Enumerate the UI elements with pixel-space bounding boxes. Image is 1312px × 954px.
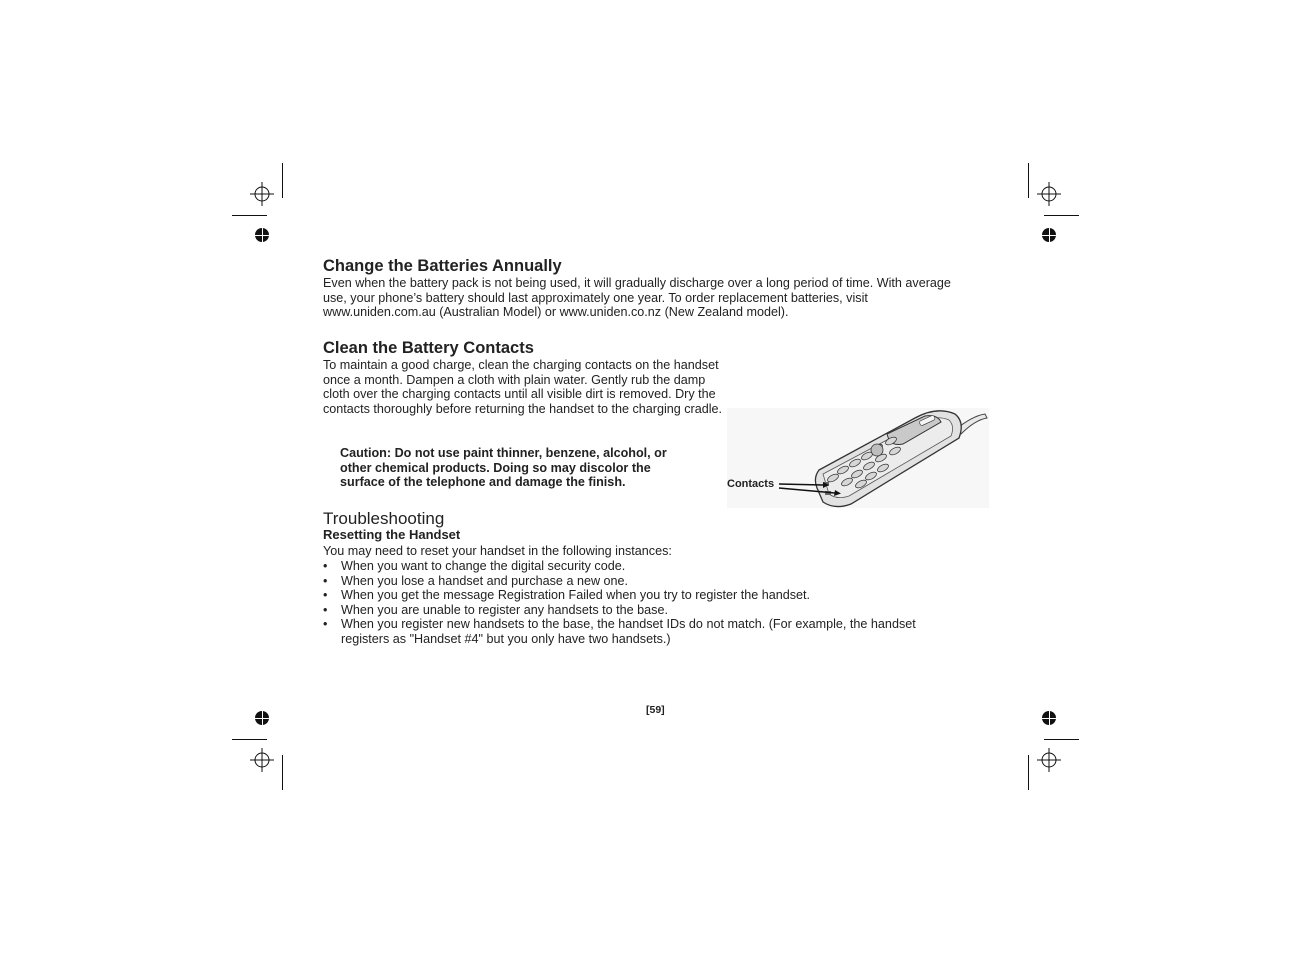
registration-dot-icon [1042, 711, 1056, 725]
reset-instances-list [323, 559, 953, 647]
handset-contacts-illustration [727, 408, 989, 508]
heading-clean-contacts: Clean the Battery Contacts [323, 339, 534, 357]
crop-mark-top-left-vertical [282, 163, 283, 198]
paragraph-clean-contacts: To maintain a good charge, clean the charging contacts on the handset once a month. Dampen a cloth with plain water. Gently rub the damp cloth over the charging contacts until all visible dirt is removed. Dry the contacts thoroughly before returning the handset to the charging cradle. [323, 358, 723, 416]
registration-dot-icon [1042, 228, 1056, 242]
crop-mark-bottom-left-vertical [282, 755, 283, 790]
paragraph-reset-intro: You may need to reset your handset in the following instances: [323, 544, 672, 558]
crop-mark-bottom-right-horizontal [1044, 739, 1079, 740]
list-item: • When you lose a handset and purchase a new one. [323, 574, 953, 589]
registration-dot-icon [255, 228, 269, 242]
subheading-resetting-handset: Resetting the Handset [323, 527, 461, 542]
list-item: • When you are unable to register any handsets to the base. [323, 603, 953, 618]
registration-target-icon [250, 748, 274, 772]
heading-troubleshooting: Troubleshooting [323, 509, 445, 528]
caution-note: Caution: Do not use paint thinner, benzene, alcohol, or other chemical products. Doing so may discolor the surface of the telephone and damage the finish. [340, 446, 667, 490]
registration-target-icon [1037, 182, 1061, 206]
crop-mark-bottom-left-horizontal [232, 739, 267, 740]
heading-change-batteries: Change the Batteries Annually [323, 257, 562, 275]
registration-target-icon [1037, 748, 1061, 772]
paragraph-change-batteries: Even when the battery pack is not being used, it will gradually discharge over a long period of time. With average use, your phone’s battery should last approximately one year. To order replacement batteries, visit www.uniden.com.au (Australian Model) or www.uniden.co.nz (New Zealand model). [323, 276, 951, 320]
crop-mark-top-right-horizontal [1044, 215, 1079, 216]
registration-dot-icon [255, 711, 269, 725]
figure-label-contacts: Contacts [727, 478, 775, 490]
list-item: • When you want to change the digital security code. [323, 559, 953, 574]
list-item: • When you get the message Registration Failed when you try to register the handset. [323, 588, 953, 603]
page-number: [59] [646, 704, 665, 716]
registration-target-icon [250, 182, 274, 206]
list-item: • When you register new handsets to the base, the handset IDs do not match. (For example, the handset registers as "Handset #4" but you only have two handsets.) [323, 617, 953, 646]
crop-mark-top-left-horizontal [232, 215, 267, 216]
crop-mark-bottom-right-vertical [1028, 755, 1029, 790]
crop-mark-top-right-vertical [1028, 163, 1029, 198]
